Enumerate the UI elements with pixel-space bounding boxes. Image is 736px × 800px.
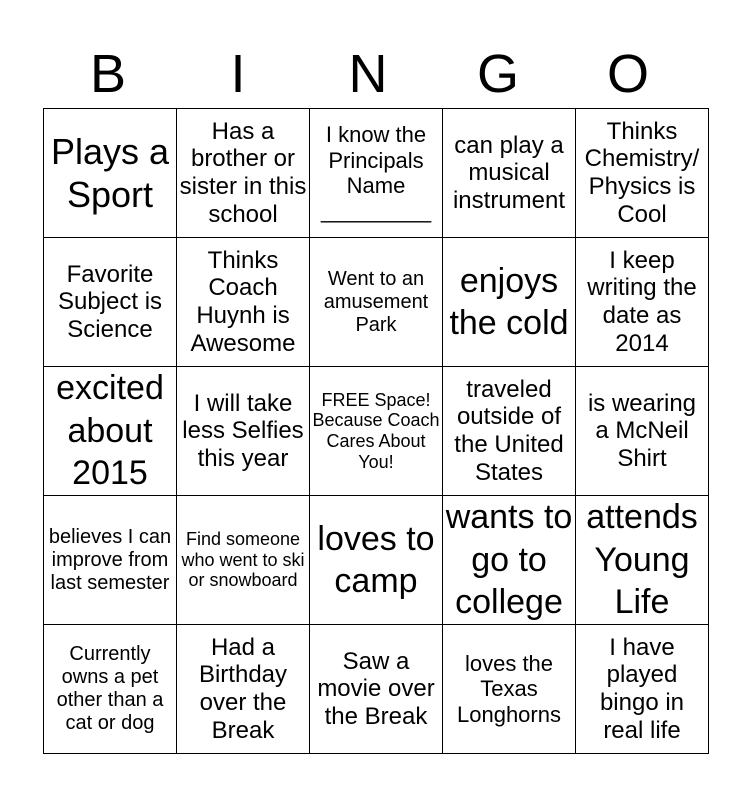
bingo-grid [43,108,709,754]
bingo-cell: Went to an amusement Park [310,238,443,367]
bingo-cell: Thinks Coach Huynh is Awesome [177,238,310,367]
bingo-cell: loves the Texas Longhorns [443,625,576,754]
bingo-cell: Plays a Sport [44,109,177,238]
header-letter-n: N [348,44,388,104]
header-letter-i: I [230,44,246,104]
bingo-cell: Find someone who went to ski or snowboard [177,496,310,625]
bingo-cell: believes I can improve from last semester [44,496,177,625]
bingo-cell: I know the Principals Name _________ [310,109,443,238]
grid-row [44,238,709,367]
bingo-cell: excited about 2015 [44,367,177,496]
header-letter-o: O [606,44,649,104]
bingo-cell: can play a musical instrument [443,109,576,238]
bingo-cell: attends Young Life [576,496,709,625]
bingo-cell: Favorite Subject is Science [44,238,177,367]
bingo-cell: loves to camp [310,496,443,625]
bingo-cell: Currently owns a pet other than a cat or dog [44,625,177,754]
bingo-cell: I have played bingo in real life [576,625,709,754]
bingo-cell: I keep writing the date as 2014 [576,238,709,367]
free-space-cell: FREE Space! Because Coach Cares About You! [310,367,443,496]
header-letter-g: G [476,44,519,104]
grid-row [44,367,709,496]
grid-row [44,109,709,238]
bingo-cell: Saw a movie over the Break [310,625,443,754]
grid-row [44,496,709,625]
bingo-cell: Has a brother or sister in this school [177,109,310,238]
bingo-cell: enjoys the cold [443,238,576,367]
bingo-cell: is wearing a McNeil Shirt [576,367,709,496]
bingo-cell: Had a Birthday over the Break [177,625,310,754]
grid-row [44,625,709,754]
bingo-cell: traveled outside of the United States [443,367,576,496]
bingo-cell: I will take less Selfies this year [177,367,310,496]
header-letter-b: B [89,44,127,104]
bingo-cell: wants to go to college [443,496,576,625]
bingo-header [43,40,693,108]
bingo-cell: Thinks Chemistry/ Physics is Cool [576,109,709,238]
